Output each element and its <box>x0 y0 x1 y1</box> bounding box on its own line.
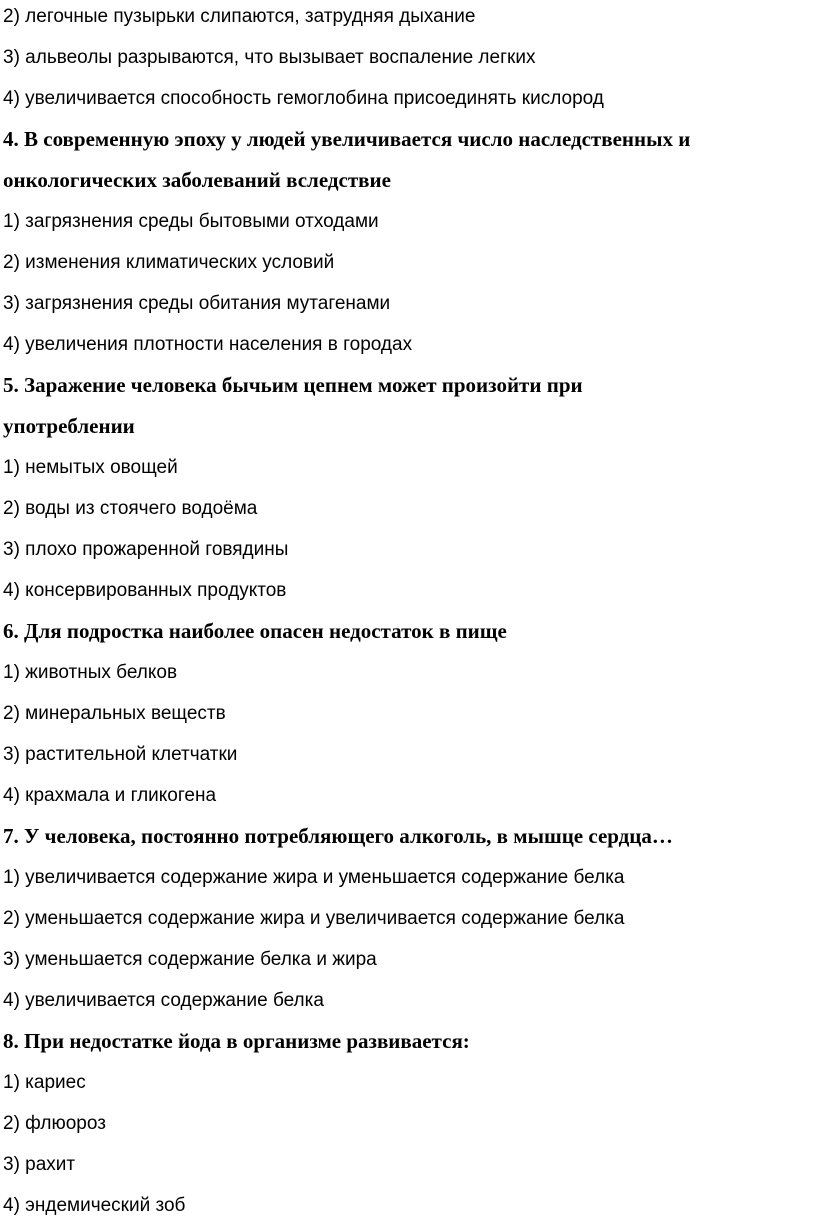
answer-option: 1) увеличивается содержание жира и уменьшается содержание белка <box>3 867 625 888</box>
answer-option: 2) воды из стоячего водоёма <box>3 498 258 519</box>
answer-option: 3) альвеолы разрываются, что вызывает воспаление легких <box>3 47 536 68</box>
question-text: 4. В современную эпоху у людей увеличивается число наследственных и <box>3 127 691 151</box>
question-text: онкологических заболеваний вследствие <box>3 168 391 192</box>
answer-option: 3) уменьшается содержание белка и жира <box>3 949 377 970</box>
answer-option: 4) увеличивается способность гемоглобина присоединять кислород <box>3 88 604 109</box>
answer-option: 1) животных белков <box>3 662 178 683</box>
document-page <box>3 0 803 1226</box>
answer-option: 3) загрязнения среды обитания мутагенами <box>3 293 391 314</box>
answer-option: 3) рахит <box>3 1154 76 1175</box>
answer-option: 4) увеличивается содержание белка <box>3 990 324 1011</box>
answer-option: 4) увеличения плотности населения в городах <box>3 334 413 355</box>
question-text: употреблении <box>3 414 135 438</box>
answer-option: 3) плохо прожаренной говядины <box>3 539 289 560</box>
question-text: 5. Заражение человека бычьим цепнем может произойти при <box>3 373 583 397</box>
answer-option: 2) легочные пузырьки слипаются, затрудняя дыхание <box>3 6 476 27</box>
answer-option: 4) эндемический зоб <box>3 1195 186 1216</box>
answer-option: 1) немытых овощей <box>3 457 178 478</box>
answer-option: 4) крахмала и гликогена <box>3 785 217 806</box>
answer-option: 2) минеральных веществ <box>3 703 226 724</box>
question-text: 6. Для подростка наиболее опасен недостаток в пище <box>3 619 507 643</box>
answer-option: 1) загрязнения среды бытовыми отходами <box>3 211 379 232</box>
question-text: 7. У человека, постоянно потребляющего алкоголь, в мышце сердца… <box>3 824 673 848</box>
answer-option: 2) флюороз <box>3 1113 106 1134</box>
answer-option: 2) изменения климатических условий <box>3 252 335 273</box>
answer-option: 1) кариес <box>3 1072 86 1093</box>
question-text: 8. При недостатке йода в организме развивается: <box>3 1029 470 1053</box>
answer-option: 3) растительной клетчатки <box>3 744 238 765</box>
answer-option: 4) консервированных продуктов <box>3 580 287 601</box>
answer-option: 2) уменьшается содержание жира и увеличивается содержание белка <box>3 908 625 929</box>
